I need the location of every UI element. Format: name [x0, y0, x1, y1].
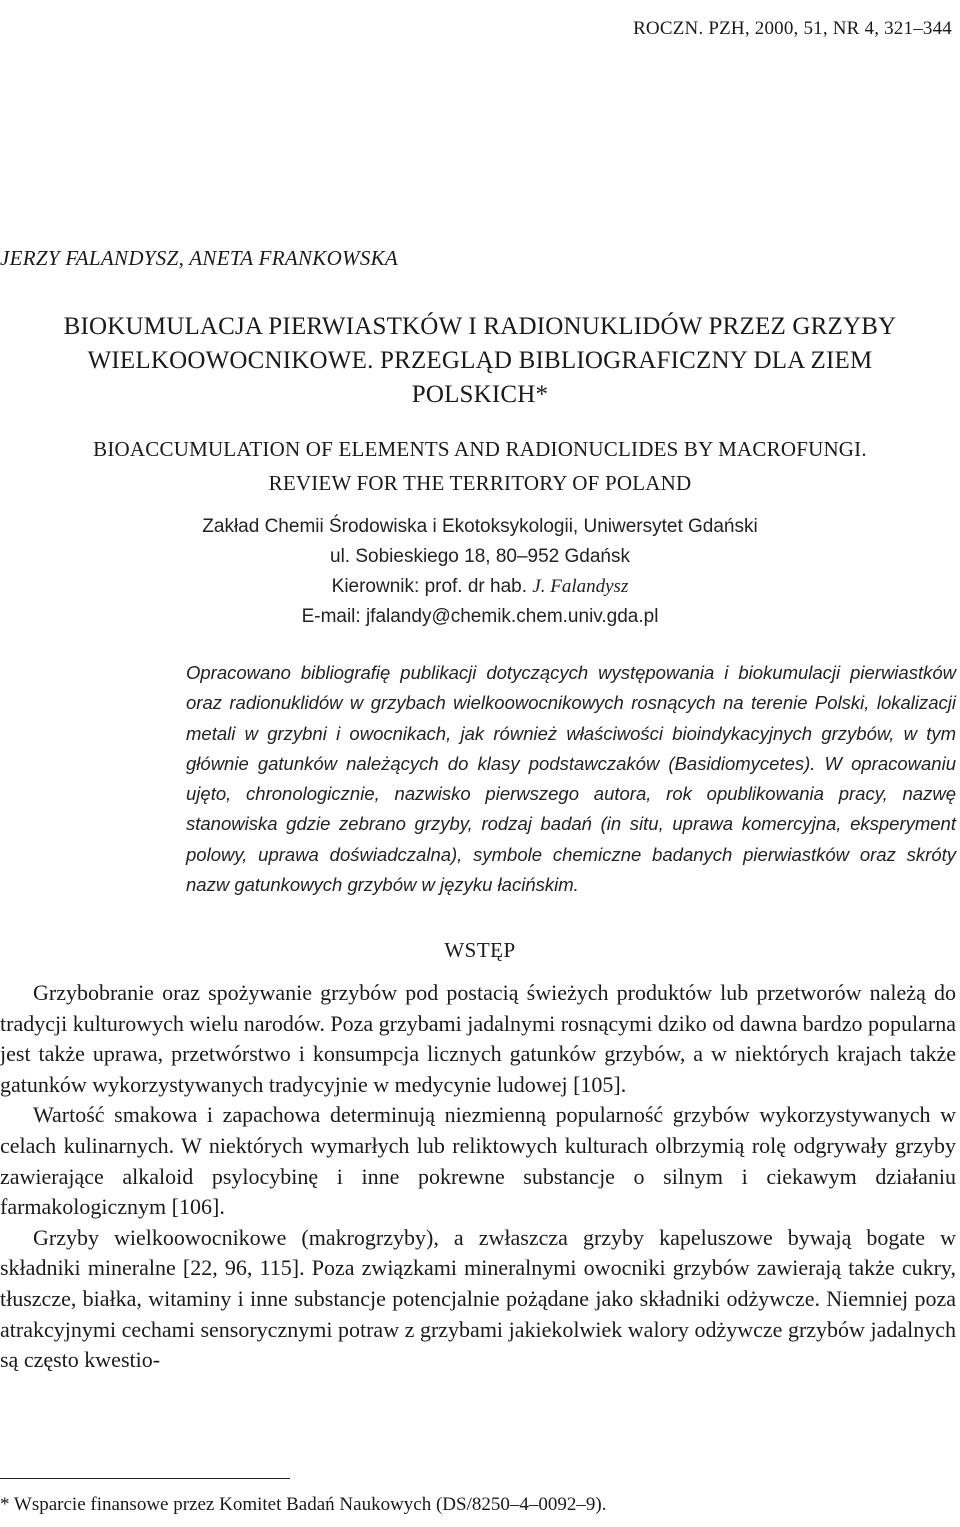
affiliation-institute: Zakład Chemii Środowiska i Ekotoksykologii, Uniwersytet Gdański	[202, 516, 758, 537]
title-polish-line-2: WIELKOOWOCNIKOWE. PRZEGLĄD BIBLIOGRAFICZNY DLA ZIEM	[87, 347, 873, 374]
title-english-line-2: REVIEW FOR THE TERRITORY OF POLAND	[268, 471, 692, 495]
title-polish-line-1: BIOKUMULACJA PIERWIASTKÓW I RADIONUKLIDÓW PRZEZ GRZYBY	[63, 313, 897, 340]
title-polish-line-3: POLSKICH*	[411, 381, 549, 408]
paragraph-3: Grzyby wielkoowocnikowe (makrogrzyby), a zwłaszcza grzyby kapeluszowe bywają bogate w składniki mineralne [22, 96, 115]. Poza związkami mineralnymi owocniki grzybów zawierają także cukry, tłuszcze, białka, witaminy i inne substancje potencjalnie pożądane jako składniki odżywcze. Niemniej poza atrakcyjnymi cechami sensorycznymi potraw z grzybami jakiekolwiek walory odżywcze grzybów jadalnych są często kwestio-	[0, 1224, 956, 1373]
affiliation-address: ul. Sobieskiego 18, 80–952 Gdańsk	[330, 546, 630, 567]
title-english-line-1: BIOACCUMULATION OF ELEMENTS AND RADIONUCLIDES BY MACROFUNGI.	[93, 437, 867, 461]
body-text	[0, 978, 956, 1376]
paragraph-2: Wartość smakowa i zapachowa determinują niezmienną popularność grzybów wykorzystywanych w celach kulinarnych. W niektórych wymarłych lub reliktowych kulturach olbrzymią rolę odgrywały grzyby zawierające alkaloid psylocybinę i inne pokrewne substancje o silnym i ciekawym działaniu farmakologicznym [106].	[0, 1102, 956, 1220]
abstract: Opracowano bibliografię publikacji dotyczących występowania i biokumulacji pierwiastków oraz radionuklidów w grzybach wielkoowocnikowych rosnących na terenie Polski, lokalizacji metali w grzybni i owocnikach, jak również właściwości bioindykacyjnych grzybów, w tym głównie gatunków należących do klasy podstawczaków (Basidiomycetes). W opracowaniu ujęto, chronologicznie, nazwisko pierwszego autora, rok opublikowania pracy, nazwę stanowiska gdzie zebrano grzyby, rodzaj badań (in situ, uprawa komercyjna, eksperyment polowy, uprawa doświadczalna), symbole chemiczne badanych pierwiastków oraz skróty nazw gatunkowych grzybów w języku łacińskim.	[186, 662, 956, 896]
section-heading: WSTĘP	[444, 938, 516, 962]
title-polish	[0, 310, 960, 412]
title-english	[0, 432, 960, 500]
footnote-rule	[0, 1478, 290, 1479]
affiliation-head-name: J. Falandysz	[532, 576, 629, 597]
journal-citation: ROCZN. PZH, 2000, 51, NR 4, 321–344	[633, 18, 952, 39]
footnote: * Wsparcie finansowe przez Komitet Badań Naukowych (DS/8250–4–0092–9).	[0, 1494, 607, 1515]
affiliation-head-prefix: Kierownik: prof. dr hab.	[331, 576, 533, 597]
affiliation-email: E-mail: jfalandy@chemik.chem.univ.gda.pl	[301, 606, 659, 627]
affiliation-head	[0, 572, 960, 602]
author-list: JERZY FALANDYSZ, ANETA FRANKOWSKA	[0, 246, 399, 270]
affiliation	[0, 512, 960, 632]
paragraph-1: Grzybobranie oraz spożywanie grzybów pod postacią świeżych produktów lub przetworów należą do tradycji kulturowych wielu narodów. Poza grzybami jadalnymi rosnącymi dziko od dawna bardzo popularna jest także uprawa, przetwórstwo i konsumpcja licznych gatunków grzybów, a w niektórych krajach także gatunków wykorzystywanych tradycyjnie w medycynie ludowej [105].	[0, 980, 956, 1097]
